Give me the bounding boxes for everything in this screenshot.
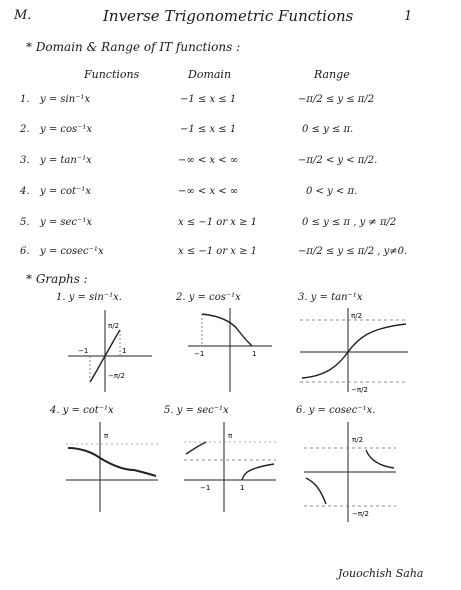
row-range: −π/2 ≤ y ≤ π/2 , y≠0.	[298, 246, 408, 257]
tick-ybot: −π/2	[352, 510, 369, 518]
graph-label: 1. y = sin⁻¹x.	[56, 292, 122, 303]
curve	[302, 324, 406, 378]
curve-right	[366, 450, 394, 468]
graph-arccosec	[300, 420, 400, 524]
graph-label: 5. y = sec⁻¹x	[164, 405, 229, 416]
tick-ybot: −π/2	[108, 372, 125, 380]
tick-ytop: π	[104, 432, 109, 440]
row-domain: −∞ < x < ∞	[178, 186, 239, 197]
row-function: y = sec⁻¹x	[40, 217, 92, 228]
tick-ybot: −π/2	[351, 386, 368, 394]
graph-label: 3. y = tan⁻¹x	[298, 292, 363, 303]
row-number: 5.	[20, 217, 30, 228]
row-range: 0 ≤ y ≤ π.	[302, 124, 354, 135]
col-functions: Functions	[84, 68, 140, 81]
header-label: M.	[14, 8, 32, 23]
tick-xneg: −1	[78, 347, 89, 355]
graph-label: 6. y = cosec⁻¹x.	[296, 405, 376, 416]
curve-right	[242, 464, 274, 480]
tick-xneg: −1	[200, 484, 211, 492]
graph-arccot	[62, 420, 162, 516]
row-number: 1.	[20, 94, 30, 105]
row-domain: x ≤ −1 or x ≥ 1	[178, 246, 258, 257]
row-number: 3.	[20, 155, 30, 166]
row-number: 6.	[20, 246, 30, 257]
tick-xpos: 1	[122, 347, 127, 355]
graph-label: 2. y = cos⁻¹x	[176, 292, 241, 303]
tick-xpos: 1	[240, 484, 245, 492]
graph-label: 4. y = cot⁻¹x	[50, 405, 114, 416]
row-function: y = cos⁻¹x	[40, 124, 93, 135]
row-domain: x ≤ −1 or x ≥ 1	[178, 217, 258, 228]
row-function: y = tan⁻¹x	[40, 155, 92, 166]
row-domain: −∞ < x < ∞	[178, 155, 239, 166]
graph-arctan	[296, 306, 412, 396]
graph-arcsec	[180, 420, 280, 516]
row-number: 4.	[20, 186, 30, 197]
curve-left	[306, 478, 326, 504]
tick-xneg: −1	[194, 350, 205, 358]
row-range: −π/2 ≤ y ≤ π/2	[298, 94, 375, 105]
tick-ytop: π/2	[108, 322, 120, 330]
curve	[68, 448, 156, 476]
page-title: Inverse Trigonometric Functions	[103, 7, 354, 25]
signature: Jouochish Saha	[338, 567, 424, 580]
tick-ytop: π	[228, 432, 233, 440]
graph-arccos	[180, 306, 280, 396]
domain-range-heading: * Domain & Range of IT functions :	[26, 40, 241, 54]
col-range: Range	[314, 68, 350, 81]
row-domain: −1 ≤ x ≤ 1	[180, 124, 237, 135]
tick-ytop: π/2	[352, 436, 364, 444]
graphs-heading: * Graphs :	[26, 272, 88, 286]
row-domain: −1 ≤ x ≤ 1	[180, 94, 237, 105]
row-function: y = cot⁻¹x	[40, 186, 91, 197]
graph-arcsin	[60, 306, 160, 396]
row-range: 0 ≤ y ≤ π , y ≠ π/2	[302, 217, 397, 228]
col-domain: Domain	[188, 68, 232, 81]
row-function: y = cosec⁻¹x	[40, 246, 104, 257]
page-number: 1	[404, 9, 413, 24]
row-range: 0 < y < π.	[306, 186, 358, 197]
tick-xpos: 1	[252, 350, 257, 358]
row-number: 2.	[20, 124, 30, 135]
row-function: y = sin⁻¹x	[40, 94, 91, 105]
curve	[202, 314, 252, 346]
tick-ytop: π/2	[351, 312, 363, 320]
row-range: −π/2 < y < π/2.	[298, 155, 378, 166]
curve-left	[186, 442, 206, 454]
